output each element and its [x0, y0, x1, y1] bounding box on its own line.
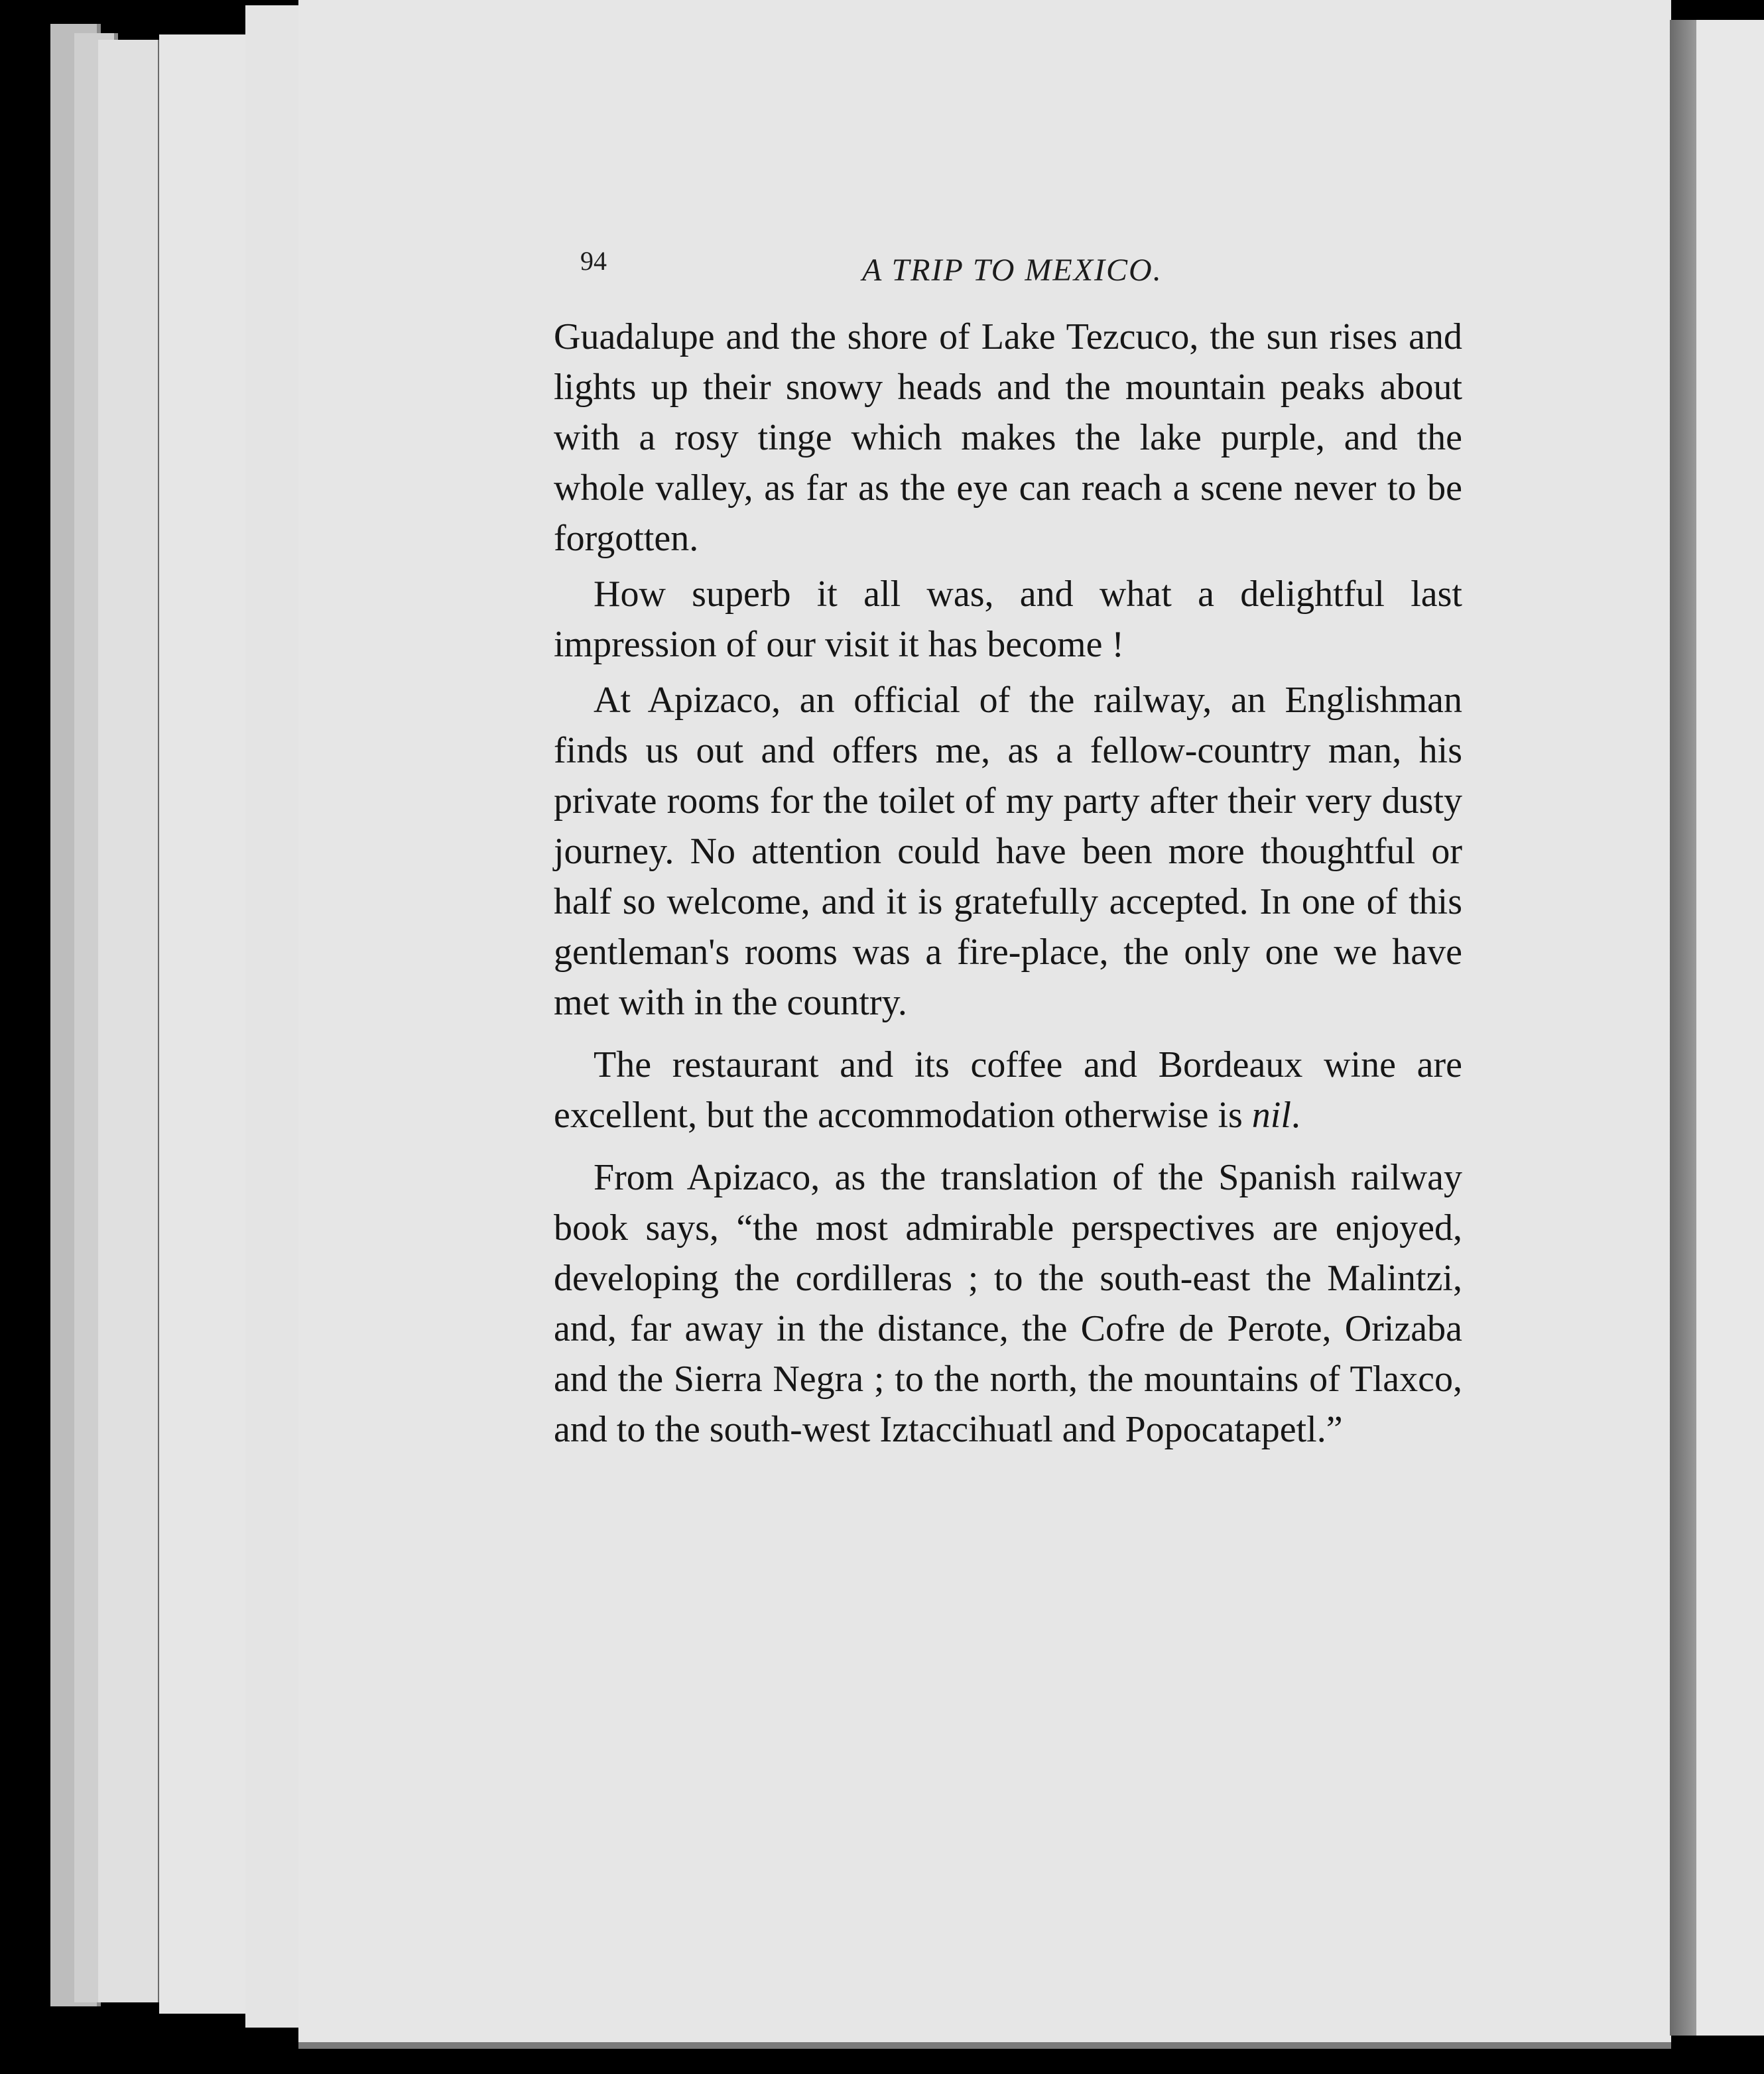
paragraph: How superb it all was, and what a delightful last impression of our visit it has become ! [554, 574, 1462, 665]
page-number: 94 [580, 246, 607, 276]
running-title: A TRIP TO MEXICO. [862, 253, 1163, 288]
page-edge [159, 34, 255, 2014]
italic-word: nil [1251, 1095, 1291, 1136]
paragraph: From Apizaco, as the translation of the Spanish railway book says, “the most admirable perspectives are enjoyed, developing the cordilleras ; to the south-east the Malintzi, and, far away in the distance, the Cofre de Perote, Orizaba and the Sierra Negra ; to the north, the mountains of Tlaxco, and to the south-west Iztaccihuatl and Popocatapetl.” [554, 1157, 1462, 1450]
paragraph: At Apizaco, an official of the railway, an Englishman finds us out and offers me, as a fellow-country man, his private rooms for the toilet of my party after their very dusty journey. No attention could have been more thoughtful or half so welcome, and it is gratefully accepted. In one of this gentleman's rooms was a fire-place, the only one we have met with in the country. [554, 680, 1462, 1023]
body-text [554, 312, 1462, 1460]
paragraph-text: . [1291, 1095, 1300, 1136]
paragraph-restaurant [554, 1040, 1462, 1140]
page-header [580, 245, 1462, 292]
paragraph: Guadalupe and the shore of Lake Tezcuco, the sun rises and lights up their snowy heads and the mountain peaks about with a rosy tinge which makes the lake purple, and the whole valley, as far as the eye can reach a scene never to be forgotten. [554, 316, 1462, 559]
book-gutter [1670, 20, 1696, 2036]
facing-page-edge [1696, 20, 1764, 2036]
paragraph-text: The restaurant and its coffee and Bordeaux wine are excellent, but the accommodation otherwise is [554, 1044, 1462, 1136]
page-edge [98, 40, 163, 2002]
